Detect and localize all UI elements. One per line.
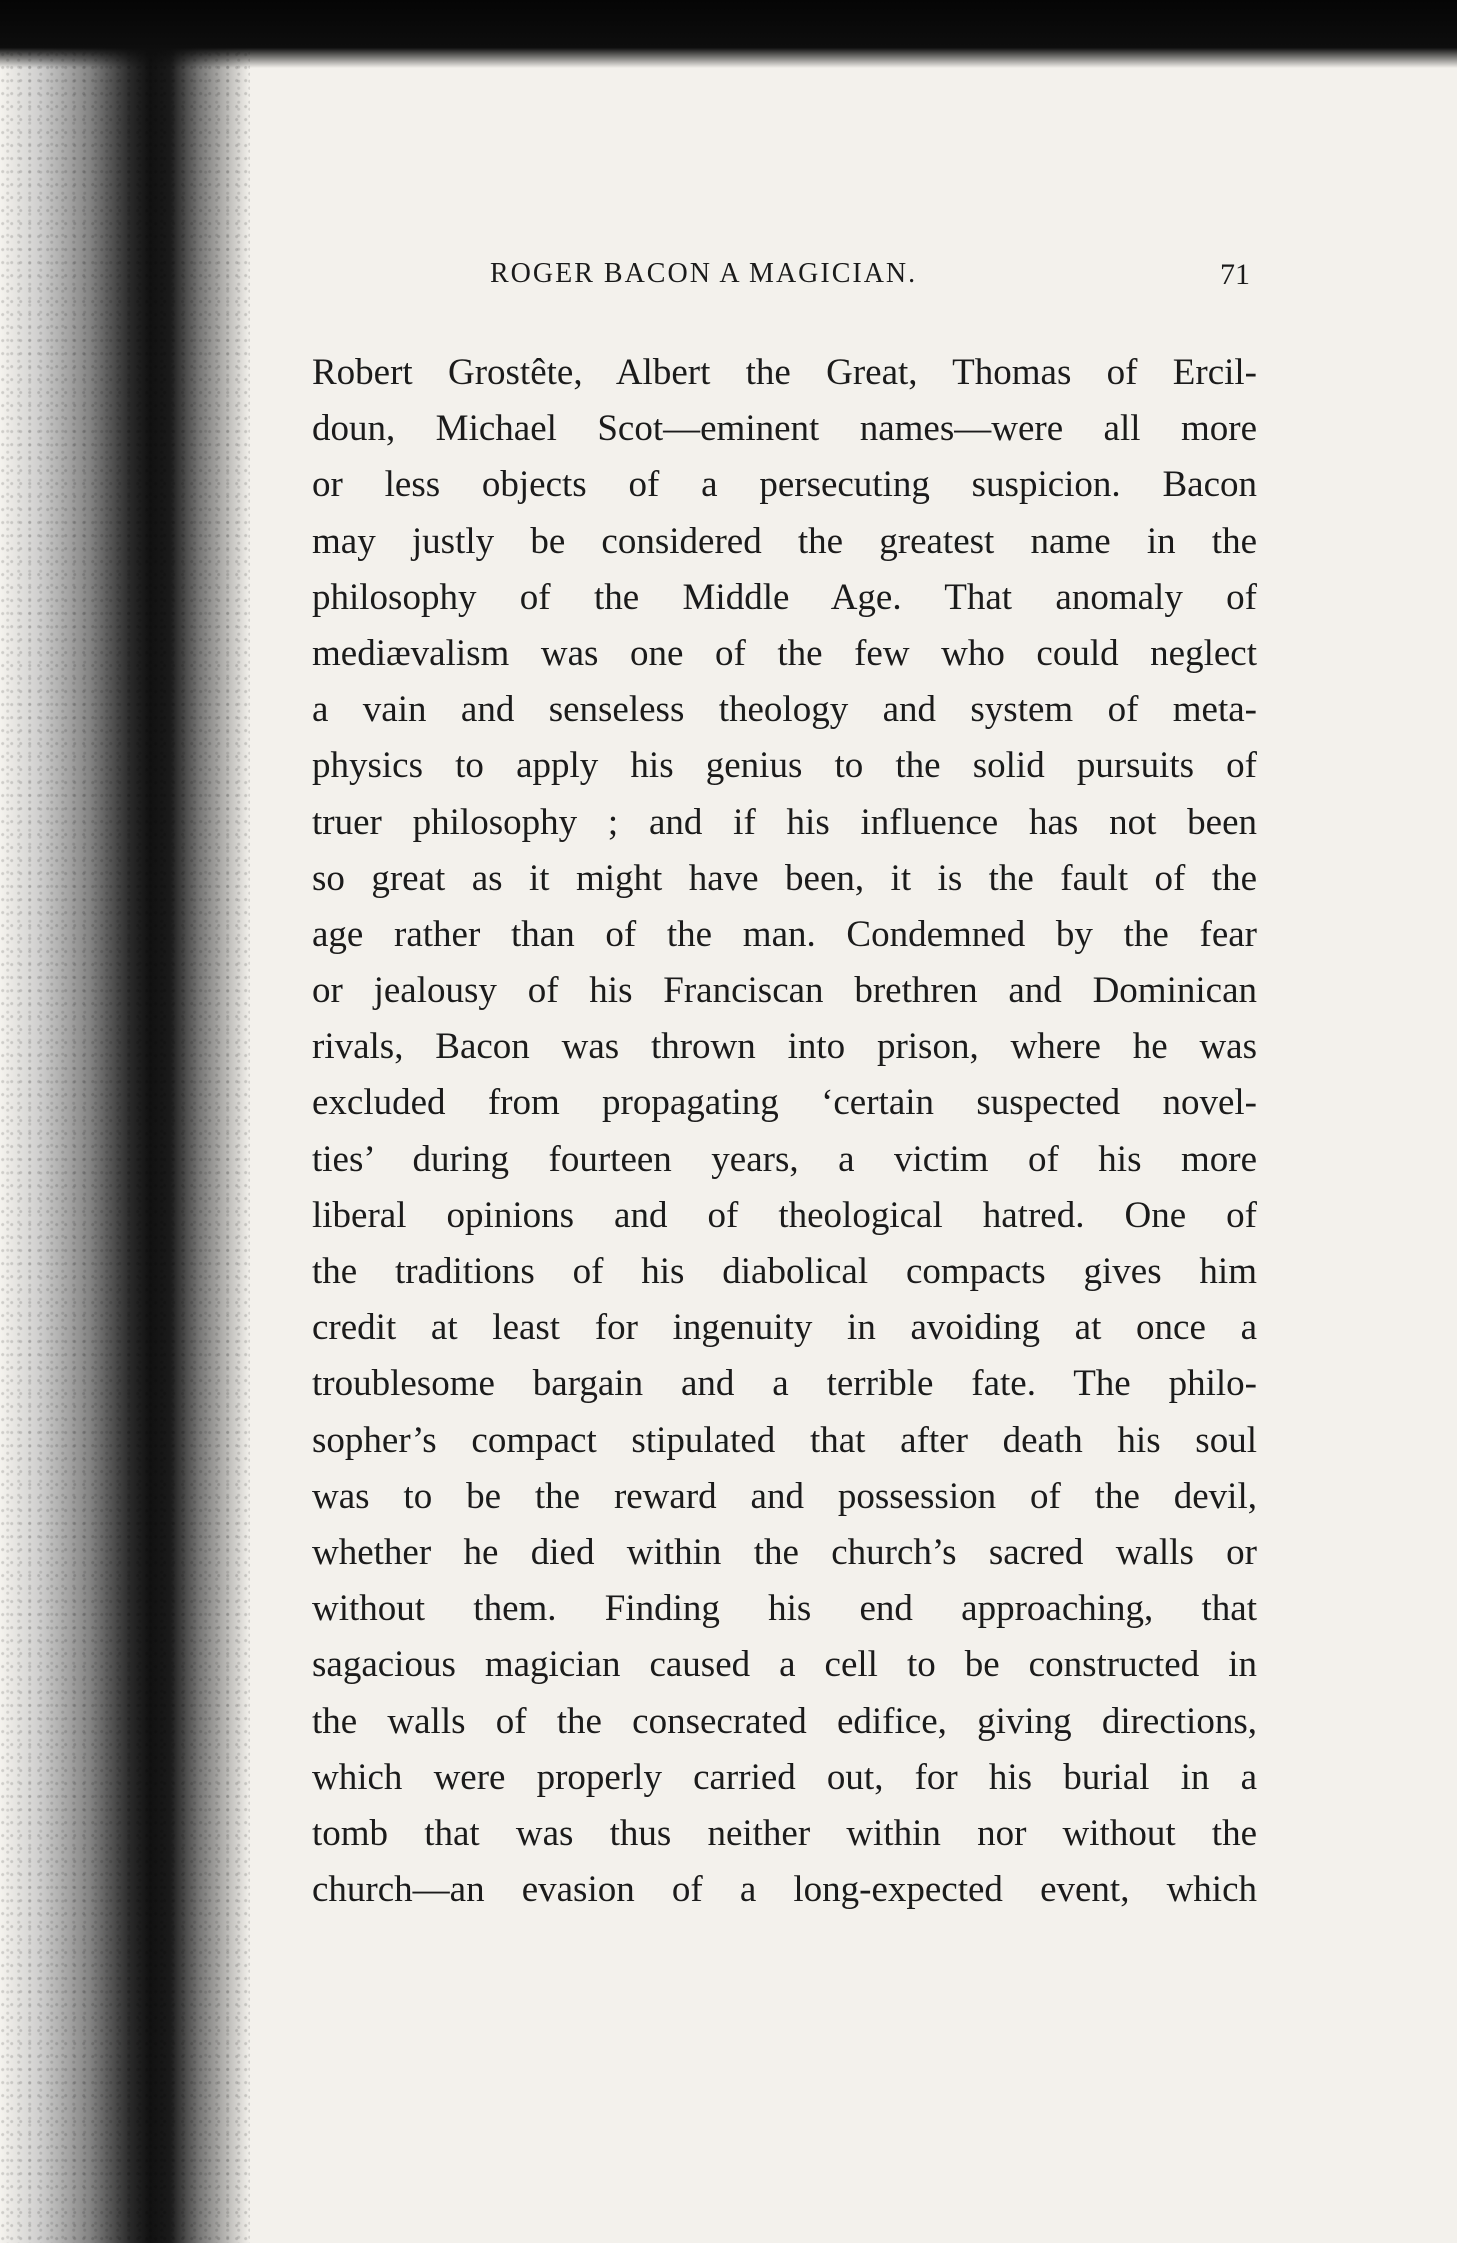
running-head — [310, 258, 1250, 308]
text-line: ties’ during fourteen years, a victim of his more — [312, 1138, 1257, 1180]
text-line: so great as it might have been, it is the fault of the — [312, 857, 1257, 899]
text-line: age rather than of the man. Condemned by the fear — [312, 913, 1257, 955]
text-line: the walls of the consecrated edifice, giving directions, — [312, 1700, 1257, 1742]
page-number: 71 — [1220, 258, 1250, 291]
text-line: liberal opinions and of theological hatred. One of — [312, 1194, 1257, 1236]
body-paragraph — [312, 345, 1257, 1918]
text-line: credit at least for ingenuity in avoiding at once a — [312, 1307, 1257, 1349]
running-title: ROGER BACON A MAGICIAN. — [490, 258, 918, 289]
text-line: doun, Michael Scot—eminent names—were all more — [312, 408, 1257, 450]
text-line: physics to apply his genius to the solid pursuits of — [312, 745, 1257, 787]
text-line: truer philosophy ; and if his influence has not been — [312, 801, 1257, 843]
text-line: excluded from propagating ‘certain suspected novel- — [312, 1082, 1257, 1124]
text-line: philosophy of the Middle Age. That anomaly of — [312, 576, 1257, 618]
text-line: rivals, Bacon was thrown into prison, where he was — [312, 1026, 1257, 1068]
text-line: Robert Grostête, Albert the Great, Thomas of Ercil- — [312, 352, 1257, 393]
text-line: church—an evasion of a long-expected event, which — [312, 1869, 1257, 1911]
text-line: a vain and senseless theology and system of meta- — [312, 689, 1257, 731]
text-line: sopher’s compact stipulated that after death his soul — [312, 1419, 1257, 1461]
text-line: or jealousy of his Franciscan brethren and Dominican — [312, 970, 1257, 1012]
text-line: without them. Finding his end approaching, that — [312, 1588, 1257, 1630]
text-line: which were properly carried out, for his burial in a — [312, 1756, 1257, 1798]
text-line: was to be the reward and possession of the devil, — [312, 1475, 1257, 1517]
text-line: tomb that was thus neither within nor without the — [312, 1812, 1257, 1854]
text-line: whether he died within the church’s sacred walls or — [312, 1531, 1257, 1573]
text-line: mediævalism was one of the few who could neglect — [312, 632, 1257, 674]
text-line: the traditions of his diabolical compacts gives him — [312, 1251, 1257, 1292]
text-line: may justly be considered the greatest name in the — [312, 520, 1257, 562]
text-line: troublesome bargain and a terrible fate. The philo- — [312, 1363, 1257, 1405]
text-line: or less objects of a persecuting suspicion. Bacon — [312, 464, 1257, 506]
text-line: sagacious magician caused a cell to be constructed in — [312, 1644, 1257, 1686]
